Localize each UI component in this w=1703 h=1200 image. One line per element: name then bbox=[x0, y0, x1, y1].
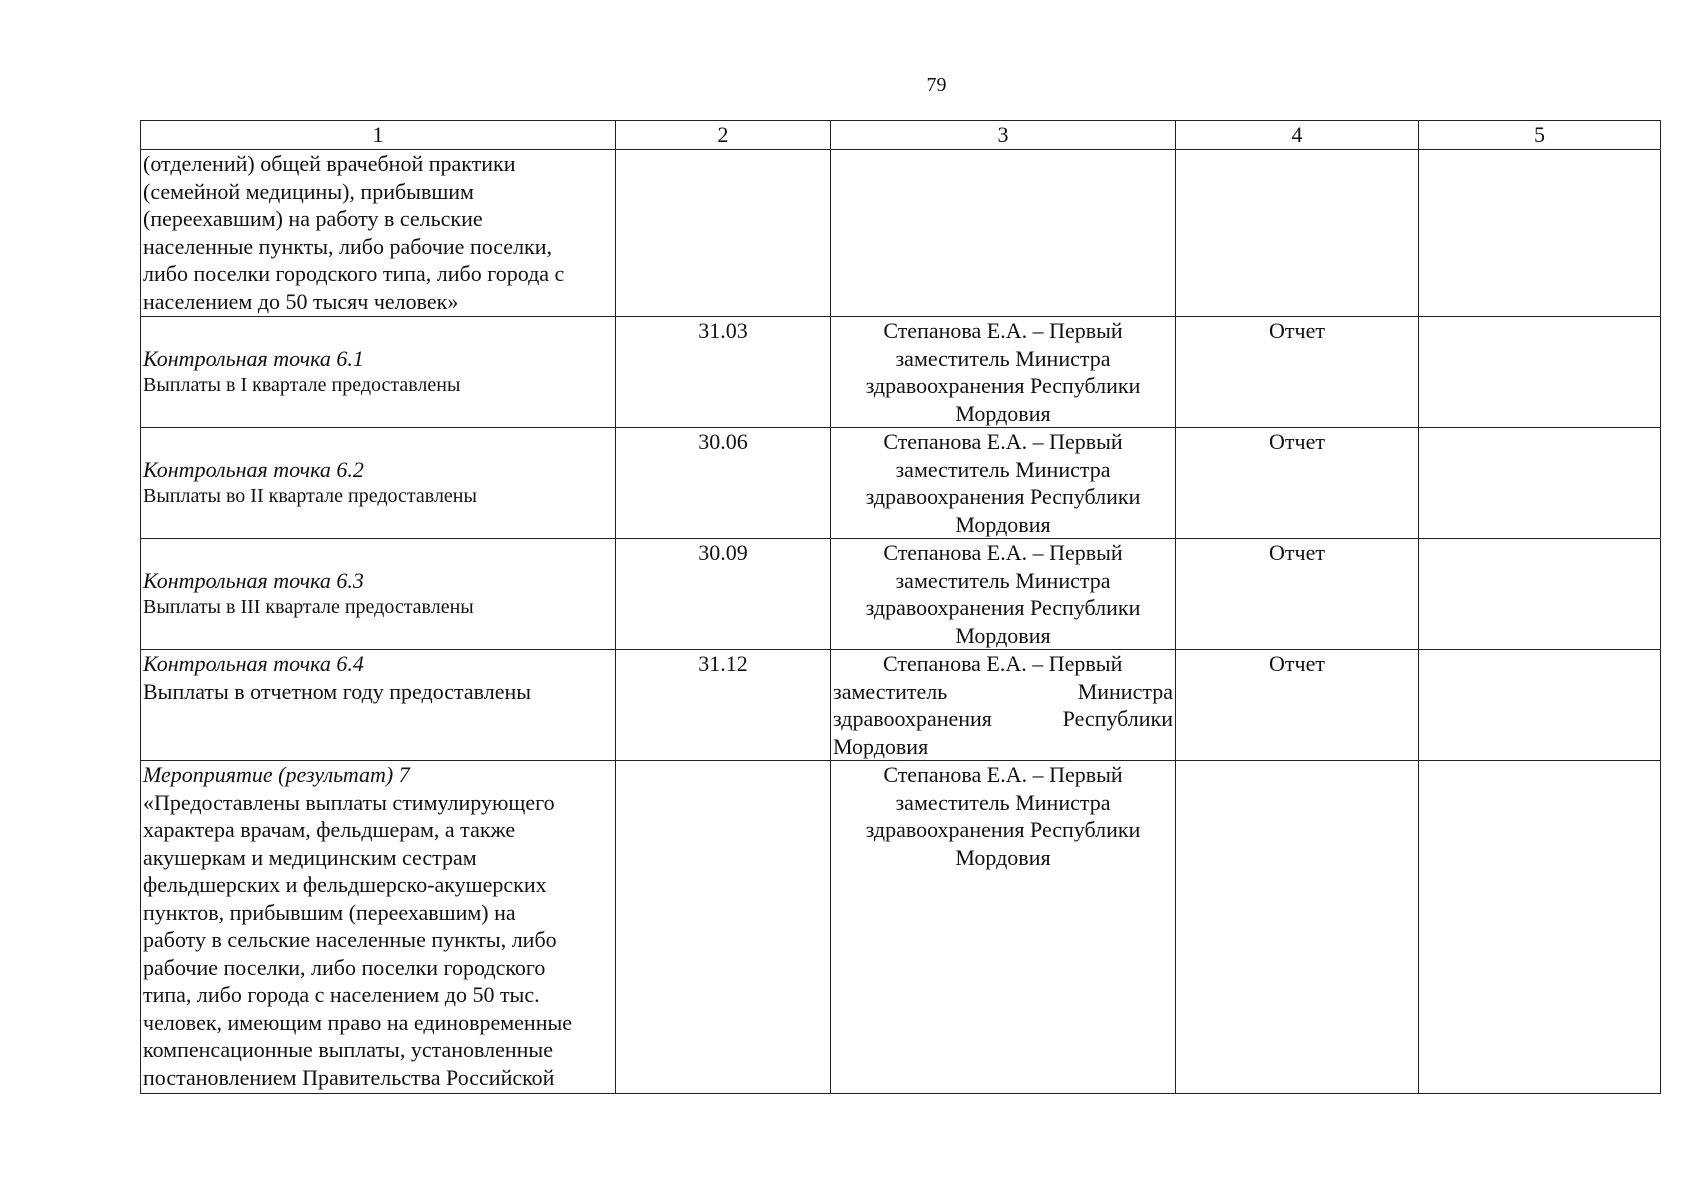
measure-description-cell bbox=[141, 761, 616, 1094]
text-line: Мордовия bbox=[955, 622, 1051, 648]
document-cell: Отчет bbox=[1176, 428, 1419, 539]
control-point-cell bbox=[141, 428, 616, 539]
schedule-table bbox=[140, 120, 1661, 1094]
text-line: (переехавшим) на работу в сельские bbox=[143, 206, 483, 231]
page-number: 79 bbox=[926, 74, 947, 96]
text-line: Степанова Е.А. – Первый bbox=[883, 429, 1123, 454]
text-line: заместитель Министра bbox=[895, 456, 1111, 482]
text-line: (отделений) общей врачебной практики bbox=[143, 151, 516, 176]
text-line: Степанова Е.А. – Первый bbox=[883, 762, 1123, 787]
text-line: характера врачам, фельдшерам, а также bbox=[143, 817, 516, 842]
extra-cell bbox=[1419, 761, 1661, 1094]
table-row bbox=[141, 761, 1661, 1094]
text-line: здравоохранения Республики bbox=[865, 484, 1141, 509]
text-line: постановлением Правительства Российской bbox=[143, 1064, 555, 1090]
table-row bbox=[141, 650, 1661, 761]
deadline-cell: 30.06 bbox=[616, 428, 831, 539]
text-line: Мордовия bbox=[955, 844, 1051, 870]
table-header-row bbox=[141, 121, 1661, 150]
responsible-cell bbox=[831, 317, 1176, 428]
deadline-cell bbox=[616, 761, 831, 1094]
extra-cell bbox=[1419, 317, 1661, 428]
text-line: заместитель Министра bbox=[833, 678, 1173, 704]
text-line: заместитель Министра bbox=[895, 345, 1111, 371]
control-point-description: Выплаты в I квартале предоставлены bbox=[143, 374, 461, 396]
column-header: 3 bbox=[831, 121, 1176, 150]
extra-cell bbox=[1419, 150, 1661, 317]
column-header: 4 bbox=[1176, 121, 1419, 150]
measure-title: Мероприятие (результат) 7 bbox=[143, 762, 410, 787]
extra-cell bbox=[1419, 539, 1661, 650]
control-point-description: Выплаты в отчетном году предоставлены bbox=[143, 678, 532, 704]
column-header: 1 bbox=[141, 121, 616, 150]
text-line: заместитель Министра bbox=[895, 567, 1111, 593]
table-row bbox=[141, 317, 1661, 428]
text-line: здравоохранения Республики bbox=[833, 706, 1173, 731]
column-header: 2 bbox=[616, 121, 831, 150]
text-line: Степанова Е.А. – Первый bbox=[883, 540, 1123, 565]
responsible-cell bbox=[831, 539, 1176, 650]
text-line: Степанова Е.А. – Первый bbox=[883, 651, 1123, 676]
deadline-cell: 31.12 bbox=[616, 650, 831, 761]
control-point-cell bbox=[141, 539, 616, 650]
text-line: населенные пункты, либо рабочие поселки, bbox=[143, 233, 553, 259]
control-point-description: Выплаты в III квартале предоставлены bbox=[143, 596, 474, 618]
text-line: Мордовия bbox=[955, 511, 1051, 537]
text-line: здравоохранения Республики bbox=[865, 817, 1141, 842]
text-line: работу в сельские населенные пункты, либо bbox=[143, 927, 557, 952]
text-line: заместитель Министра bbox=[895, 789, 1111, 815]
text-line: типа, либо города с населением до 50 тыс. bbox=[143, 982, 540, 1007]
control-point-title: Контрольная точка 6.1 bbox=[143, 345, 364, 371]
text-line: Степанова Е.А. – Первый bbox=[883, 318, 1123, 343]
text-line: (семейной медицины), прибывшим bbox=[143, 178, 474, 204]
text-line: человек, имеющим право на единовременные bbox=[143, 1009, 573, 1035]
text-line: рабочие поселки, либо поселки городского bbox=[143, 954, 546, 980]
control-point-title: Контрольная точка 6.4 bbox=[143, 651, 364, 676]
control-point-description: Выплаты во II квартале предоставлены bbox=[143, 485, 477, 507]
extra-cell bbox=[1419, 428, 1661, 539]
column-header: 5 bbox=[1419, 121, 1661, 150]
control-point-title: Контрольная точка 6.3 bbox=[143, 567, 364, 593]
table-row bbox=[141, 539, 1661, 650]
responsible-cell bbox=[831, 761, 1176, 1094]
table-row bbox=[141, 150, 1661, 317]
text-line: «Предоставлены выплаты стимулирующего bbox=[143, 789, 555, 815]
document-cell: Отчет bbox=[1176, 539, 1419, 650]
deadline-cell: 30.09 bbox=[616, 539, 831, 650]
responsible-cell bbox=[831, 150, 1176, 317]
text-line: либо поселки городского типа, либо города с bbox=[143, 261, 565, 286]
text-line: населением до 50 тысяч человек» bbox=[143, 288, 459, 314]
document-cell bbox=[1176, 150, 1419, 317]
deadline-cell: 31.03 bbox=[616, 317, 831, 428]
text-line: компенсационные выплаты, установленные bbox=[143, 1037, 553, 1062]
text-line: акушеркам и медицинским сестрам bbox=[143, 844, 477, 870]
document-cell: Отчет bbox=[1176, 650, 1419, 761]
control-point-cell bbox=[141, 317, 616, 428]
extra-cell bbox=[1419, 650, 1661, 761]
text-line: пунктов, прибывшим (переехавшим) на bbox=[143, 899, 516, 925]
responsible-cell bbox=[831, 428, 1176, 539]
text-line: здравоохранения Республики bbox=[865, 595, 1141, 620]
text-line: здравоохранения Республики bbox=[865, 373, 1141, 398]
document-cell bbox=[1176, 761, 1419, 1094]
document-cell: Отчет bbox=[1176, 317, 1419, 428]
control-point-title: Контрольная точка 6.2 bbox=[143, 456, 364, 482]
text-line: Мордовия bbox=[955, 400, 1051, 426]
table-row bbox=[141, 428, 1661, 539]
deadline-cell bbox=[616, 150, 831, 317]
text-line: Мордовия bbox=[833, 733, 929, 759]
text-line: фельдшерских и фельдшерско-акушерских bbox=[143, 872, 547, 897]
control-point-cell bbox=[141, 650, 616, 761]
measure-description-cell bbox=[141, 150, 616, 317]
responsible-cell bbox=[831, 650, 1176, 761]
